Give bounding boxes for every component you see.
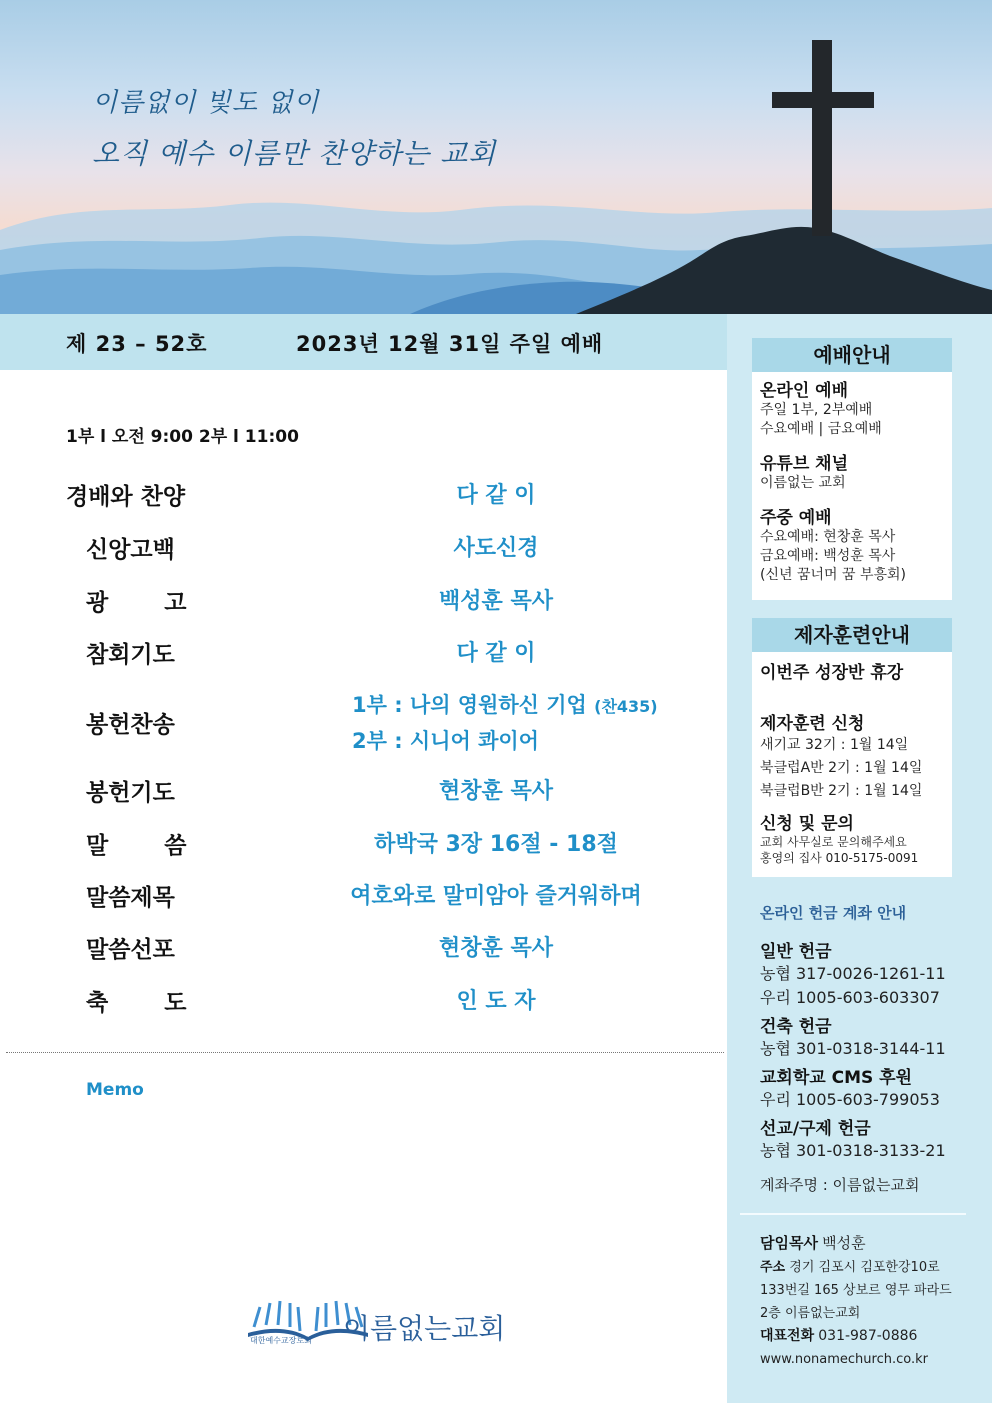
church-info: [760, 1232, 985, 1371]
order-value: 인 도 자: [456, 989, 536, 1014]
order-value: 현창훈 목사: [439, 936, 553, 961]
training-apply-line3: 북클럽B반 2기 : 1월 14일: [760, 783, 923, 799]
order-row: [0, 827, 727, 867]
order-row: [0, 879, 727, 919]
order-label: 봉헌찬송: [86, 712, 175, 738]
contact-line1: 교회 사무실로 문의해주세요: [760, 835, 907, 849]
slogan-line1: 이름없이 빛도 없이: [92, 88, 320, 118]
worship-info-box: [752, 338, 952, 600]
training-apply-title: 제자훈련 신청: [760, 714, 865, 734]
order-row: [0, 531, 727, 571]
offertory-line2: 2부 : 시니어 콰이어: [352, 729, 539, 753]
contact-line2: 홍영의 집사 010-5175-0091: [760, 851, 919, 865]
header-banner: [0, 0, 992, 314]
training-info-title: 제자훈련안내: [752, 618, 952, 652]
building-offering-title: 건축 헌금: [760, 1017, 832, 1037]
weekday-line3: (신년 꿈너머 꿈 부흥회): [760, 567, 906, 583]
accounts-section-title: 온라인 헌금 계좌 안내: [760, 904, 907, 922]
address-line2: 133번길 165 상보르 영무 파라드: [760, 1283, 952, 1298]
building-account-line1: 농협 301-0318-3144-11: [760, 1039, 946, 1058]
mission-account-line1: 농협 301-0318-3133-21: [760, 1141, 946, 1160]
offering-accounts: [760, 902, 946, 1197]
order-value: 현창훈 목사: [439, 779, 553, 804]
memo-label: Memo: [86, 1080, 144, 1100]
order-value: 다 같 이: [456, 483, 536, 508]
order-label: 신앙고백: [86, 537, 175, 563]
order-row: [0, 931, 727, 971]
order-row: [0, 774, 727, 814]
order-value: 다 같 이: [456, 641, 536, 666]
address-line3: 2층 이름없는교회: [760, 1306, 861, 1321]
order-label: 말씀선포: [86, 937, 175, 963]
contact-title: 신청 및 문의: [760, 814, 854, 834]
weekday-worship-title: 주중 예배: [760, 508, 832, 528]
order-label: 경배와 찬양: [66, 484, 186, 510]
sidebar-divider: [740, 1213, 966, 1215]
order-value: 하박국 3장 16절 - 18절: [374, 832, 618, 857]
school-offering-title: 교회학교 CMS 후원: [760, 1068, 913, 1088]
account-holder: 계좌주명 : 이름없는교회: [760, 1176, 920, 1194]
order-label: 말 씀: [86, 833, 187, 859]
offertory-hymn-number: (찬435): [594, 697, 658, 716]
slogan-line2: 오직 예수 이름만 찬양하는 교회: [92, 137, 497, 170]
order-label: 광 고: [86, 590, 187, 616]
training-apply-line1: 새기교 32기 : 1월 14일: [760, 737, 909, 753]
online-worship-title: 온라인 예배: [760, 381, 849, 401]
order-label: 참회기도: [86, 642, 175, 668]
order-row: [0, 984, 727, 1024]
service-times: 1부 l 오전 9:00 2부 l 11:00: [66, 427, 299, 447]
cross-icon: [812, 40, 832, 236]
order-row: [0, 478, 727, 518]
denomination-label: 대한예수교장로회: [250, 1336, 312, 1345]
address-label: 주소: [760, 1260, 786, 1275]
issue-number: 제 23 – 52호: [66, 332, 208, 356]
general-offering-title: 일반 헌금: [760, 942, 832, 962]
order-value-offertory: [352, 688, 724, 758]
online-worship-line2: 수요예배 | 금요예배: [760, 421, 882, 437]
offertory-line1: 1부 : 나의 영원하신 기업: [352, 693, 587, 717]
pastor-name: 백성훈: [822, 1234, 866, 1252]
online-worship-line1: 주일 1부, 2부예배: [760, 402, 873, 418]
section-divider: [6, 1052, 724, 1053]
address-line1: 경기 김포시 김포한강10로: [789, 1260, 940, 1275]
youtube-line1: 이름없는 교회: [760, 475, 846, 491]
church-logo-text: 이름없는교회: [343, 1312, 506, 1345]
training-info-box: [752, 618, 952, 877]
order-row: [0, 636, 727, 676]
order-value: 백성훈 목사: [439, 589, 553, 614]
mission-offering-title: 선교/구제 헌금: [760, 1119, 871, 1139]
website-link[interactable]: www.nonamechurch.co.kr: [760, 1352, 928, 1367]
issue-date: 2023년 12월 31일 주일 예배: [296, 332, 604, 356]
general-account-line1: 농협 317-0026-1261-11: [760, 964, 946, 983]
weekday-line1: 수요예배: 현창훈 목사: [760, 529, 896, 545]
weekday-line2: 금요예배: 백성훈 목사: [760, 548, 896, 564]
phone-number: 031-987-0886: [818, 1328, 918, 1344]
phone-label: 대표전화: [760, 1328, 815, 1344]
order-row: [0, 584, 727, 624]
order-value: 여호와로 말미암아 즐거워하며: [350, 884, 642, 909]
order-label: 봉헌기도: [86, 780, 175, 806]
order-row-offertory: [0, 688, 727, 760]
worship-info-title: 예배안내: [752, 338, 952, 372]
order-label: 말씀제목: [86, 885, 175, 911]
youtube-title: 유튜브 채널: [760, 454, 849, 474]
training-apply-line2: 북클럽A반 2기 : 1월 14일: [760, 760, 923, 776]
school-account-line1: 우리 1005-603-799053: [760, 1090, 940, 1109]
issue-bar: [0, 314, 727, 370]
pastor-label: 담임목사: [760, 1234, 818, 1252]
general-account-line2: 우리 1005-603-603307: [760, 988, 940, 1007]
order-value: 사도신경: [453, 536, 539, 561]
training-notice: 이번주 성장반 휴강: [760, 663, 904, 683]
order-label: 축 도: [86, 990, 187, 1016]
